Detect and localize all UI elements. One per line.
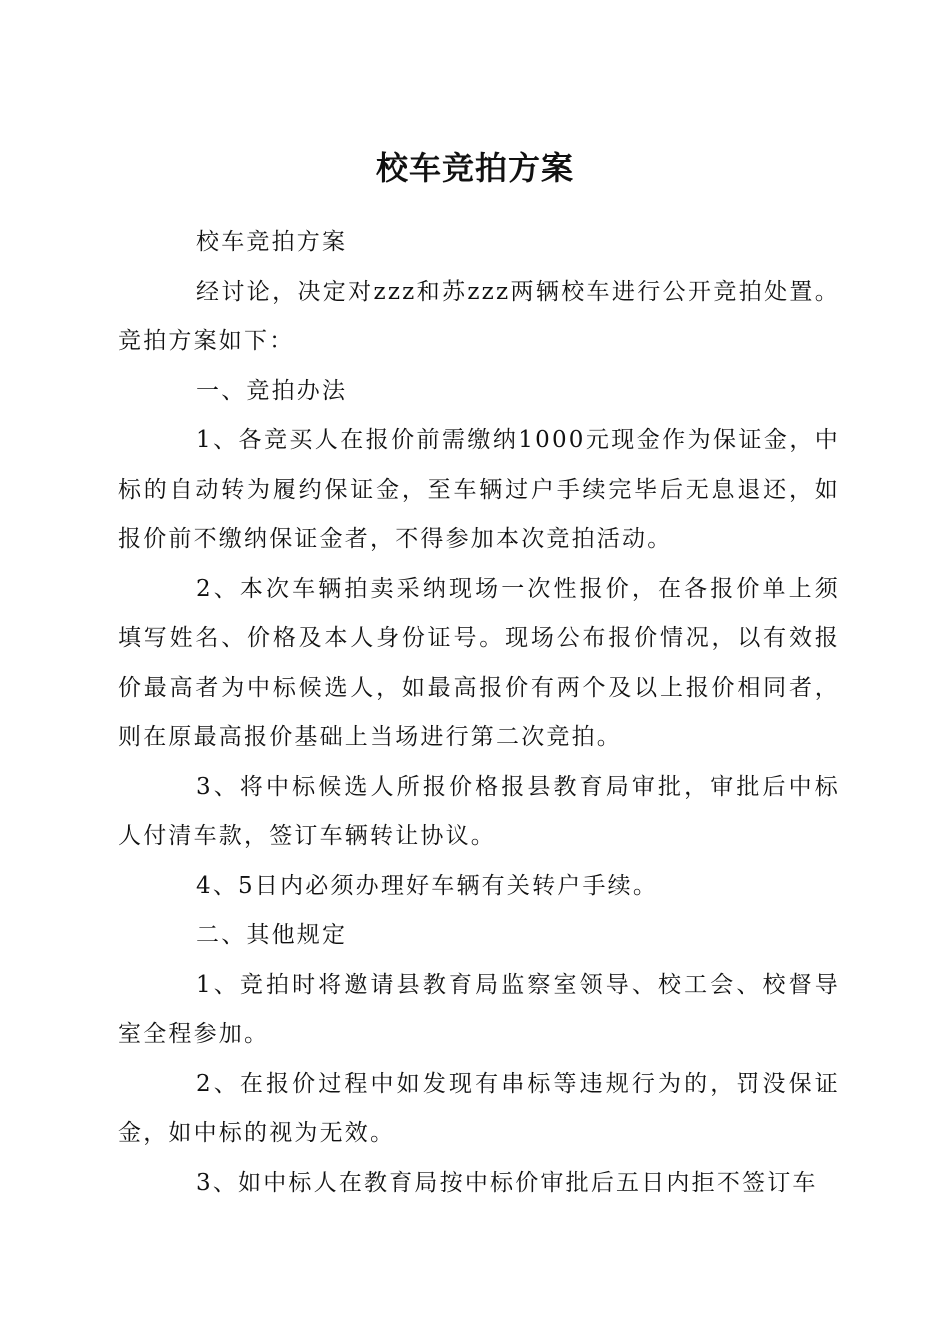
document-title: 校车竞拍方案 [375, 149, 574, 187]
paragraph-other-1: 1、竞拍时将邀请县教育局监察室领导、校工会、校督导室全程参加。 [118, 971, 840, 1047]
document-body [118, 218, 840, 1208]
paragraph-intro: 经讨论，决定对zzz和苏zzz两辆校车进行公开竞拍处置。竞拍方案如下： [118, 278, 840, 354]
section-heading-other-rules: 二、其他规定 [196, 922, 348, 948]
paragraph-other-3: 3、如中标人在教育局按中标价审批后五日内拒不签订车 [196, 1169, 818, 1196]
paragraph-rule-1: 1、各竞买人在报价前需缴纳1000元现金作为保证金，中标的自动转为履约保证金，至车辆过户手续完毕后无息退还，如报价前不缴纳保证金者，不得参加本次竞拍活动。 [118, 427, 840, 552]
section-heading-auction-method: 一、竞拍办法 [196, 377, 348, 404]
paragraph-rule-2: 2、本次车辆拍卖采纳现场一次性报价，在各报价单上须填写姓名、价格及本人身份证号。现场公布报价情况，以有效报价最高者为中标候选人，如最高报价有两个及以上报价相同者，则在原最高报价基础上当场进行第二次竞拍。 [118, 575, 840, 750]
paragraph-subtitle: 校车竞拍方案 [196, 229, 348, 255]
paragraph-rule-3: 3、将中标候选人所报价格报县教育局审批，审批后中标人付清车款，签订车辆转让协议。 [118, 773, 840, 849]
paragraph-rule-4: 4、5日内必须办理好车辆有关转户手续。 [196, 872, 659, 899]
paragraph-other-2: 2、在报价过程中如发现有串标等违规行为的，罚没保证金，如中标的视为无效。 [118, 1070, 840, 1146]
